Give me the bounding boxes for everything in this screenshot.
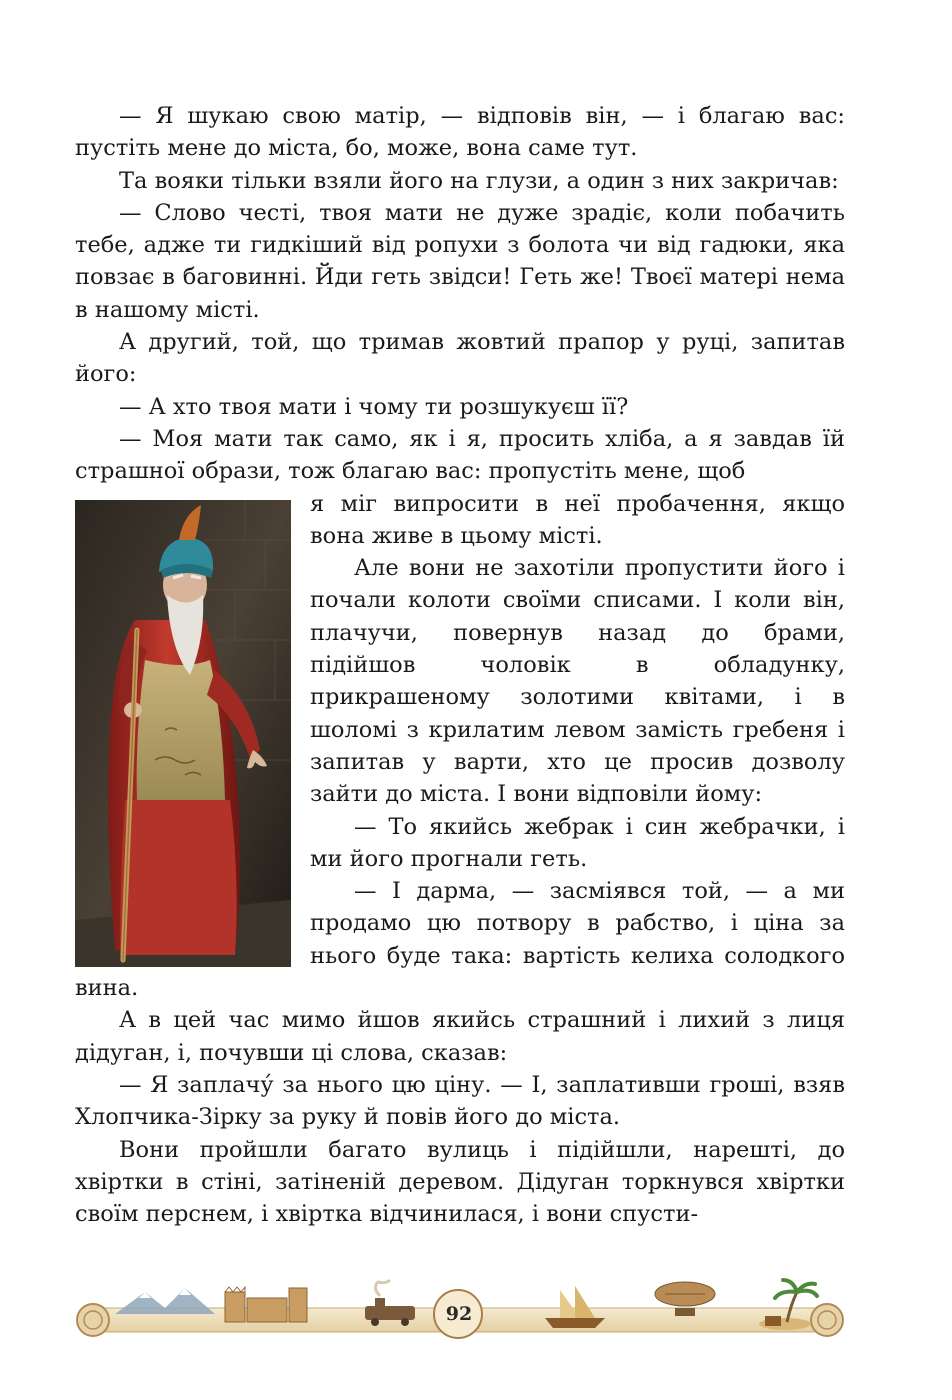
paragraph: Вони пройшли багато вулиць і підійшли, нарешті, до хвіртки в стіні, затіненій деревом. Дідуган торкнувся хвіртки своїм перснем, і хвіртка відчинилася, і вони спусти- <box>75 1136 845 1228</box>
paragraph: — То якийсь жебрак і син жебрачки, і ми його прогнали геть. <box>310 813 845 872</box>
page-number: 92 <box>445 1303 473 1325</box>
paragraph: — Слово честі, твоя мати не дуже зрадіє, коли побачить тебе, адже ти гидкіший від ропухи з болота чи від гадюки, яка повзає в баговинні. Йди геть звідси! Геть же! Твоєї матері нема в нашому місті. <box>75 199 845 323</box>
paragraph: Та вояки тільки взяли його на глузи, а один з них закричав: <box>119 167 839 194</box>
paragraph: я міг випросити в неї пробачення, якщо вона живе в цьому місті. <box>310 490 845 549</box>
paragraph: А другий, той, що тримав жовтий прапор у руці, запитав його: <box>75 329 845 388</box>
paragraph: — Я шукаю свою матір, — відповів він, — і благаю вас: пустіть мене до міста, бо, може, вона саме тут. <box>75 103 845 162</box>
paragraph: Але вони не захотіли пропустити його і почали колоти своїми списами. І коли він, плачучи, повернув назад до брами, підійшов чоловік в обладунку, прикрашеному золотими квітами, і в шоломі з крилатим левом замість гребеня і запитав у варти, хто це просив дозволу зайти до міста. І вони відповіли йому: <box>310 555 845 808</box>
paragraph: — І дарма, — засміявся той, — а ми продамо цю потвору в рабство, і ціна за нього буде така: вартість келиха солодкого вина. <box>75 878 845 1002</box>
old-man-illustration <box>75 500 291 967</box>
paragraph: А в цей час мимо йшов якийсь страшний і лихий з лиця дідуган, і, почувши ці слова, сказав: <box>75 1007 845 1066</box>
paragraph: — А хто твоя мати і чому ти розшукуєш її? <box>119 393 629 420</box>
paragraph: — Моя мати так само, як і я, просить хліба, а я завдав їй страшної образи, тож благаю вас: пропустіть мене, щоб <box>75 425 845 485</box>
paragraph: — Я заплачу́ за нього цю ціну. — І, заплативши гроші, взяв Хлопчика-Зірку за руку й повів його до міста. <box>75 1071 845 1131</box>
story-text <box>75 100 845 1230</box>
